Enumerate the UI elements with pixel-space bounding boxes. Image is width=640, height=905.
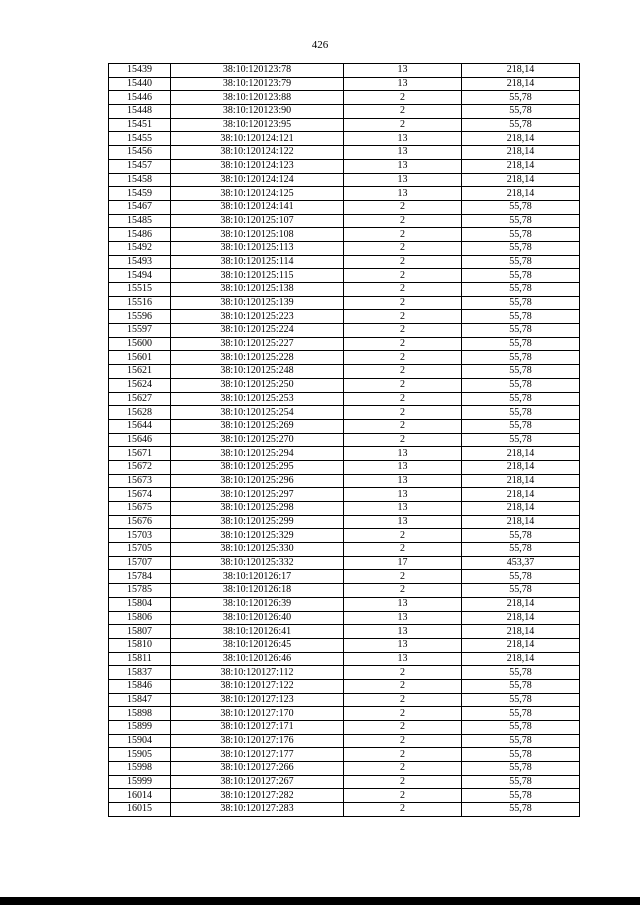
amount-cell: 55,78	[462, 734, 580, 748]
area-cell: 2	[344, 693, 462, 707]
cadastral-number-cell: 38:10:120125:107	[171, 214, 344, 228]
amount-cell: 55,78	[462, 762, 580, 776]
area-cell: 13	[344, 447, 462, 461]
table-row	[109, 734, 580, 748]
area-cell: 2	[344, 419, 462, 433]
cadastral-number-cell: 38:10:120125:270	[171, 433, 344, 447]
amount-cell: 218,14	[462, 638, 580, 652]
amount-cell: 453,37	[462, 556, 580, 570]
amount-cell: 55,78	[462, 584, 580, 598]
table-row	[109, 105, 580, 119]
amount-cell: 55,78	[462, 378, 580, 392]
row-number-cell: 16015	[109, 803, 171, 817]
amount-cell: 218,14	[462, 488, 580, 502]
table-row	[109, 748, 580, 762]
area-cell: 2	[344, 118, 462, 132]
cadastral-number-cell: 38:10:120127:282	[171, 789, 344, 803]
row-number-cell: 15467	[109, 200, 171, 214]
area-cell: 2	[344, 351, 462, 365]
cadastral-number-cell: 38:10:120124:122	[171, 146, 344, 160]
amount-cell: 55,78	[462, 255, 580, 269]
row-number-cell: 15905	[109, 748, 171, 762]
amount-cell: 218,14	[462, 625, 580, 639]
cadastral-number-cell: 38:10:120125:332	[171, 556, 344, 570]
row-number-cell: 15516	[109, 296, 171, 310]
cadastral-number-cell: 38:10:120127:266	[171, 762, 344, 776]
table-row	[109, 351, 580, 365]
cadastral-number-cell: 38:10:120125:299	[171, 515, 344, 529]
row-number-cell: 15485	[109, 214, 171, 228]
amount-cell: 218,14	[462, 146, 580, 160]
cadastral-number-cell: 38:10:120126:18	[171, 584, 344, 598]
area-cell: 13	[344, 488, 462, 502]
cadastral-number-cell: 38:10:120125:114	[171, 255, 344, 269]
cadastral-number-cell: 38:10:120126:40	[171, 611, 344, 625]
amount-cell: 55,78	[462, 789, 580, 803]
cadastral-number-cell: 38:10:120127:283	[171, 803, 344, 817]
row-number-cell: 15784	[109, 570, 171, 584]
cadastral-number-cell: 38:10:120125:250	[171, 378, 344, 392]
cadastral-number-cell: 38:10:120124:123	[171, 159, 344, 173]
table-row	[109, 392, 580, 406]
row-number-cell: 15601	[109, 351, 171, 365]
amount-cell: 55,78	[462, 433, 580, 447]
amount-cell: 55,78	[462, 543, 580, 557]
table-row	[109, 707, 580, 721]
cadastral-number-cell: 38:10:120125:269	[171, 419, 344, 433]
row-number-cell: 15624	[109, 378, 171, 392]
row-number-cell: 15600	[109, 337, 171, 351]
row-number-cell: 15837	[109, 666, 171, 680]
row-number-cell: 15628	[109, 406, 171, 420]
page-number: 426	[311, 39, 329, 51]
table-row	[109, 570, 580, 584]
cadastral-number-cell: 38:10:120123:95	[171, 118, 344, 132]
row-number-cell: 15493	[109, 255, 171, 269]
table-row	[109, 515, 580, 529]
amount-cell: 55,78	[462, 748, 580, 762]
amount-cell: 55,78	[462, 803, 580, 817]
table-row	[109, 502, 580, 516]
row-number-cell: 15810	[109, 638, 171, 652]
row-number-cell: 15676	[109, 515, 171, 529]
row-number-cell: 15458	[109, 173, 171, 187]
row-number-cell: 15707	[109, 556, 171, 570]
row-number-cell: 15847	[109, 693, 171, 707]
table-row	[109, 488, 580, 502]
row-number-cell: 15646	[109, 433, 171, 447]
cadastral-number-cell: 38:10:120125:253	[171, 392, 344, 406]
cadastral-number-cell: 38:10:120123:78	[171, 64, 344, 78]
cadastral-number-cell: 38:10:120125:294	[171, 447, 344, 461]
cadastral-number-cell: 38:10:120125:228	[171, 351, 344, 365]
cadastral-number-cell: 38:10:120127:267	[171, 775, 344, 789]
table-row	[109, 611, 580, 625]
table-row	[109, 693, 580, 707]
amount-cell: 55,78	[462, 721, 580, 735]
table-row	[109, 556, 580, 570]
cadastral-number-cell: 38:10:120125:115	[171, 269, 344, 283]
amount-cell: 218,14	[462, 611, 580, 625]
cadastral-number-cell: 38:10:120125:329	[171, 529, 344, 543]
table-row	[109, 132, 580, 146]
amount-cell: 55,78	[462, 529, 580, 543]
area-cell: 2	[344, 803, 462, 817]
amount-cell: 218,14	[462, 652, 580, 666]
table-row	[109, 638, 580, 652]
amount-cell: 55,78	[462, 228, 580, 242]
table-row	[109, 91, 580, 105]
area-cell: 2	[344, 721, 462, 735]
area-cell: 13	[344, 515, 462, 529]
table-row	[109, 214, 580, 228]
area-cell: 2	[344, 570, 462, 584]
row-number-cell: 15671	[109, 447, 171, 461]
area-cell: 2	[344, 296, 462, 310]
cadastral-number-cell: 38:10:120124:125	[171, 187, 344, 201]
table-row	[109, 666, 580, 680]
amount-cell: 55,78	[462, 679, 580, 693]
area-cell: 2	[344, 241, 462, 255]
amount-cell: 55,78	[462, 351, 580, 365]
area-cell: 13	[344, 173, 462, 187]
cadastral-number-cell: 38:10:120125:295	[171, 460, 344, 474]
area-cell: 13	[344, 474, 462, 488]
cadastral-number-cell: 38:10:120123:90	[171, 105, 344, 119]
area-cell: 13	[344, 187, 462, 201]
amount-cell: 218,14	[462, 132, 580, 146]
table-row	[109, 77, 580, 91]
area-cell: 2	[344, 748, 462, 762]
cadastral-number-cell: 38:10:120127:177	[171, 748, 344, 762]
cadastral-number-cell: 38:10:120125:113	[171, 241, 344, 255]
row-number-cell: 15515	[109, 283, 171, 297]
table-row	[109, 584, 580, 598]
table-row	[109, 625, 580, 639]
row-number-cell: 15457	[109, 159, 171, 173]
table-row	[109, 543, 580, 557]
area-cell: 2	[344, 433, 462, 447]
area-cell: 2	[344, 283, 462, 297]
row-number-cell: 15455	[109, 132, 171, 146]
table-row	[109, 324, 580, 338]
table-row	[109, 241, 580, 255]
row-number-cell: 15703	[109, 529, 171, 543]
cadastral-number-cell: 38:10:120125:297	[171, 488, 344, 502]
amount-cell: 218,14	[462, 159, 580, 173]
amount-cell: 55,78	[462, 666, 580, 680]
table-row	[109, 597, 580, 611]
row-number-cell: 15899	[109, 721, 171, 735]
cadastral-number-cell: 38:10:120123:88	[171, 91, 344, 105]
row-number-cell: 15456	[109, 146, 171, 160]
table-row	[109, 337, 580, 351]
amount-cell: 218,14	[462, 474, 580, 488]
table-row	[109, 721, 580, 735]
area-cell: 2	[344, 529, 462, 543]
amount-cell: 55,78	[462, 91, 580, 105]
amount-cell: 218,14	[462, 447, 580, 461]
cadastral-number-cell: 38:10:120123:79	[171, 77, 344, 91]
row-number-cell: 15673	[109, 474, 171, 488]
cadastral-number-cell: 38:10:120127:170	[171, 707, 344, 721]
cadastral-number-cell: 38:10:120125:298	[171, 502, 344, 516]
row-number-cell: 15492	[109, 241, 171, 255]
row-number-cell: 15439	[109, 64, 171, 78]
row-number-cell: 15675	[109, 502, 171, 516]
amount-cell: 55,78	[462, 392, 580, 406]
amount-cell: 55,78	[462, 419, 580, 433]
row-number-cell: 15627	[109, 392, 171, 406]
amount-cell: 55,78	[462, 283, 580, 297]
cadastral-number-cell: 38:10:120127:122	[171, 679, 344, 693]
cadastral-number-cell: 38:10:120127:171	[171, 721, 344, 735]
area-cell: 13	[344, 611, 462, 625]
cadastral-number-cell: 38:10:120126:45	[171, 638, 344, 652]
scan-edge-bar	[0, 897, 640, 905]
cadastral-number-cell: 38:10:120124:124	[171, 173, 344, 187]
area-cell: 2	[344, 707, 462, 721]
area-cell: 2	[344, 105, 462, 119]
area-cell: 13	[344, 638, 462, 652]
cadastral-number-cell: 38:10:120126:17	[171, 570, 344, 584]
area-cell: 2	[344, 406, 462, 420]
cadastral-number-cell: 38:10:120124:121	[171, 132, 344, 146]
amount-cell: 55,78	[462, 337, 580, 351]
table-row	[109, 679, 580, 693]
cadastral-number-cell: 38:10:120125:223	[171, 310, 344, 324]
area-cell: 2	[344, 269, 462, 283]
amount-cell: 55,78	[462, 707, 580, 721]
area-cell: 2	[344, 228, 462, 242]
row-number-cell: 15672	[109, 460, 171, 474]
area-cell: 2	[344, 584, 462, 598]
data-table	[108, 63, 580, 817]
table-row	[109, 365, 580, 379]
area-cell: 2	[344, 365, 462, 379]
cadastral-number-cell: 38:10:120125:296	[171, 474, 344, 488]
amount-cell: 218,14	[462, 187, 580, 201]
row-number-cell: 15596	[109, 310, 171, 324]
table-row	[109, 118, 580, 132]
area-cell: 2	[344, 775, 462, 789]
area-cell: 2	[344, 543, 462, 557]
area-cell: 13	[344, 502, 462, 516]
amount-cell: 218,14	[462, 77, 580, 91]
row-number-cell: 15644	[109, 419, 171, 433]
area-cell: 13	[344, 597, 462, 611]
area-cell: 2	[344, 214, 462, 228]
row-number-cell: 15904	[109, 734, 171, 748]
area-cell: 13	[344, 460, 462, 474]
area-cell: 2	[344, 762, 462, 776]
area-cell: 2	[344, 200, 462, 214]
table-row	[109, 789, 580, 803]
table-row	[109, 310, 580, 324]
row-number-cell: 15446	[109, 91, 171, 105]
table-row	[109, 474, 580, 488]
cadastral-number-cell: 38:10:120125:248	[171, 365, 344, 379]
amount-cell: 218,14	[462, 515, 580, 529]
amount-cell: 55,78	[462, 570, 580, 584]
table-row	[109, 460, 580, 474]
table-row	[109, 187, 580, 201]
row-number-cell: 15486	[109, 228, 171, 242]
row-number-cell: 15705	[109, 543, 171, 557]
amount-cell: 55,78	[462, 118, 580, 132]
amount-cell: 218,14	[462, 502, 580, 516]
area-cell: 2	[344, 789, 462, 803]
table-row	[109, 255, 580, 269]
cadastral-number-cell: 38:10:120126:46	[171, 652, 344, 666]
cadastral-number-cell: 38:10:120125:254	[171, 406, 344, 420]
row-number-cell: 15597	[109, 324, 171, 338]
amount-cell: 55,78	[462, 200, 580, 214]
cadastral-number-cell: 38:10:120126:41	[171, 625, 344, 639]
amount-cell: 55,78	[462, 269, 580, 283]
cadastral-number-cell: 38:10:120125:139	[171, 296, 344, 310]
amount-cell: 55,78	[462, 324, 580, 338]
area-cell: 13	[344, 625, 462, 639]
row-number-cell: 15898	[109, 707, 171, 721]
table-row	[109, 529, 580, 543]
row-number-cell: 15440	[109, 77, 171, 91]
area-cell: 2	[344, 378, 462, 392]
table-row	[109, 228, 580, 242]
area-cell: 2	[344, 324, 462, 338]
amount-cell: 55,78	[462, 693, 580, 707]
table-row	[109, 64, 580, 78]
area-cell: 13	[344, 652, 462, 666]
area-cell: 17	[344, 556, 462, 570]
row-number-cell: 16014	[109, 789, 171, 803]
amount-cell: 55,78	[462, 406, 580, 420]
amount-cell: 55,78	[462, 296, 580, 310]
cadastral-number-cell: 38:10:120125:330	[171, 543, 344, 557]
row-number-cell: 15448	[109, 105, 171, 119]
area-cell: 2	[344, 337, 462, 351]
amount-cell: 55,78	[462, 214, 580, 228]
table-row	[109, 419, 580, 433]
cadastral-number-cell: 38:10:120127:176	[171, 734, 344, 748]
cadastral-number-cell: 38:10:120127:123	[171, 693, 344, 707]
amount-cell: 218,14	[462, 173, 580, 187]
amount-cell: 55,78	[462, 365, 580, 379]
row-number-cell: 15674	[109, 488, 171, 502]
amount-cell: 218,14	[462, 64, 580, 78]
row-number-cell: 15807	[109, 625, 171, 639]
table-row	[109, 146, 580, 160]
area-cell: 2	[344, 255, 462, 269]
area-cell: 2	[344, 666, 462, 680]
table-body	[109, 64, 580, 817]
table-row	[109, 762, 580, 776]
amount-cell: 218,14	[462, 597, 580, 611]
table-row	[109, 296, 580, 310]
table-row	[109, 433, 580, 447]
cadastral-number-cell: 38:10:120125:227	[171, 337, 344, 351]
table-row	[109, 173, 580, 187]
cadastral-number-cell: 38:10:120125:138	[171, 283, 344, 297]
table-row	[109, 406, 580, 420]
table-row	[109, 447, 580, 461]
amount-cell: 55,78	[462, 241, 580, 255]
area-cell: 13	[344, 159, 462, 173]
area-cell: 2	[344, 734, 462, 748]
area-cell: 2	[344, 91, 462, 105]
amount-cell: 55,78	[462, 775, 580, 789]
area-cell: 13	[344, 64, 462, 78]
table-row	[109, 775, 580, 789]
cadastral-number-cell: 38:10:120127:112	[171, 666, 344, 680]
cadastral-number-cell: 38:10:120125:224	[171, 324, 344, 338]
cadastral-number-cell: 38:10:120124:141	[171, 200, 344, 214]
area-cell: 13	[344, 146, 462, 160]
row-number-cell: 15459	[109, 187, 171, 201]
table-row	[109, 269, 580, 283]
row-number-cell: 15806	[109, 611, 171, 625]
row-number-cell: 15804	[109, 597, 171, 611]
row-number-cell: 15494	[109, 269, 171, 283]
table-row	[109, 378, 580, 392]
table-row	[109, 803, 580, 817]
cadastral-number-cell: 38:10:120125:108	[171, 228, 344, 242]
row-number-cell: 15621	[109, 365, 171, 379]
table-row	[109, 283, 580, 297]
amount-cell: 55,78	[462, 105, 580, 119]
area-cell: 13	[344, 132, 462, 146]
area-cell: 2	[344, 679, 462, 693]
area-cell: 2	[344, 392, 462, 406]
table-row	[109, 200, 580, 214]
row-number-cell: 15811	[109, 652, 171, 666]
area-cell: 2	[344, 310, 462, 324]
table-row	[109, 652, 580, 666]
row-number-cell: 15998	[109, 762, 171, 776]
row-number-cell: 15999	[109, 775, 171, 789]
area-cell: 13	[344, 77, 462, 91]
row-number-cell: 15785	[109, 584, 171, 598]
amount-cell: 55,78	[462, 310, 580, 324]
row-number-cell: 15451	[109, 118, 171, 132]
table-row	[109, 159, 580, 173]
amount-cell: 218,14	[462, 460, 580, 474]
row-number-cell: 15846	[109, 679, 171, 693]
cadastral-number-cell: 38:10:120126:39	[171, 597, 344, 611]
